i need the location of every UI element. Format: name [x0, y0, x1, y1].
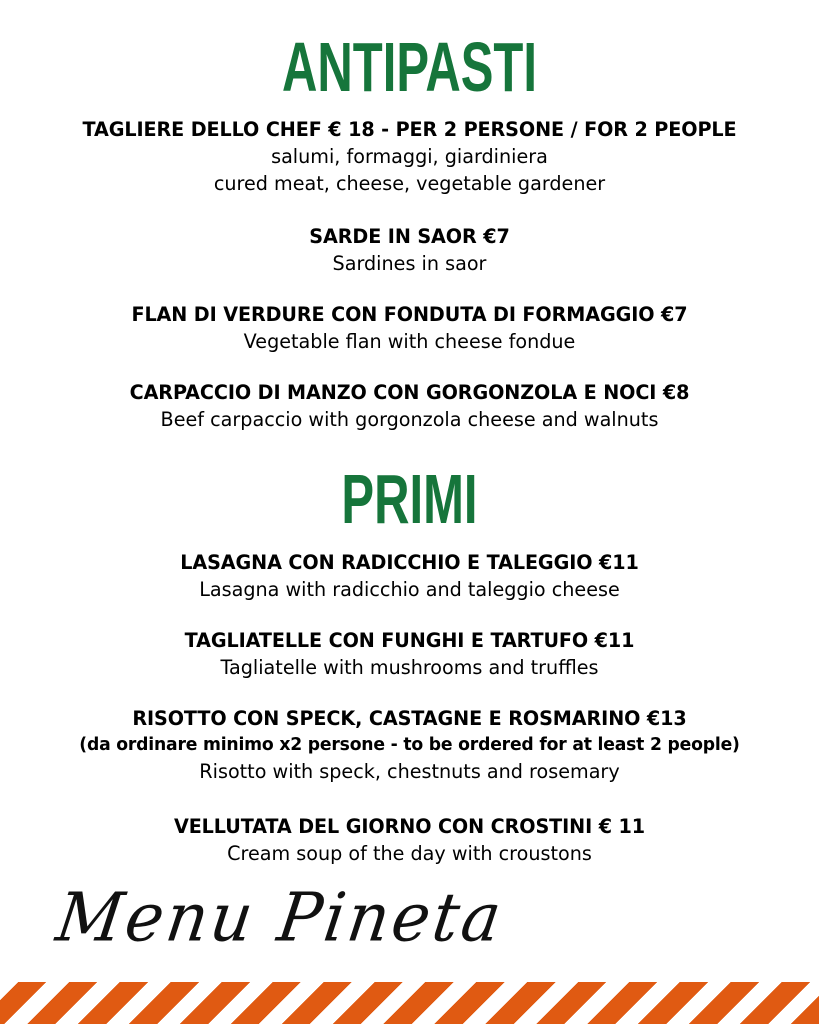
dish-description: Tagliatelle with mushrooms and truffles: [220, 656, 599, 679]
section-title-antipasti: ANTIPASTI: [282, 28, 537, 106]
dish-description: salumi, formaggi, giardiniera: [271, 145, 548, 168]
dish-name: TAGLIATELLE CON FUNGHI E TARTUFO €11: [184, 629, 635, 652]
menu-item-tagliatelle: [0, 628, 819, 681]
dish-order-note: (da ordinare minimo x2 persone - to be ordered for at least 2 people): [79, 735, 740, 755]
decorative-stripe-band: [0, 982, 819, 1024]
dish-name: SARDE IN SAOR €7: [309, 225, 510, 248]
section-title-primi: PRIMI: [341, 460, 478, 538]
menu-item-lasagna: [0, 550, 819, 603]
menu-item-carpaccio: [0, 380, 819, 433]
menu-item-risotto: [0, 706, 819, 785]
dish-description: Beef carpaccio with gorgonzola cheese and walnuts: [160, 408, 659, 431]
dish-description: Cream soup of the day with croustons: [227, 842, 592, 865]
dish-description-en: cured meat, cheese, vegetable gardener: [213, 172, 606, 195]
menu-item-sarde: [0, 224, 819, 277]
dish-description: Risotto with speck, chestnuts and rosemary: [199, 760, 620, 783]
dish-description: Lasagna with radicchio and taleggio cheese: [199, 578, 620, 601]
menu-item-vellutata: [0, 814, 819, 867]
dish-name: TAGLIERE DELLO CHEF € 18 - PER 2 PERSONE / FOR 2 PEOPLE: [82, 118, 737, 141]
menu-item-flan: [0, 302, 819, 355]
dish-description: Sardines in saor: [332, 252, 487, 275]
dish-name: LASAGNA CON RADICCHIO E TALEGGIO €11: [180, 551, 639, 574]
dish-name: RISOTTO CON SPECK, CASTAGNE E ROSMARINO €13: [132, 707, 687, 730]
brand-signature: Menu Pineta: [51, 879, 509, 958]
menu-item-tagliere: [0, 117, 819, 197]
dish-name: CARPACCIO DI MANZO CON GORGONZOLA E NOCI €8: [129, 381, 690, 404]
dish-name: VELLUTATA DEL GIORNO CON CROSTINI € 11: [173, 815, 646, 838]
dish-description: Vegetable flan with cheese fondue: [243, 330, 576, 353]
dish-name: FLAN DI VERDURE CON FONDUTA DI FORMAGGIO €7: [131, 303, 688, 326]
